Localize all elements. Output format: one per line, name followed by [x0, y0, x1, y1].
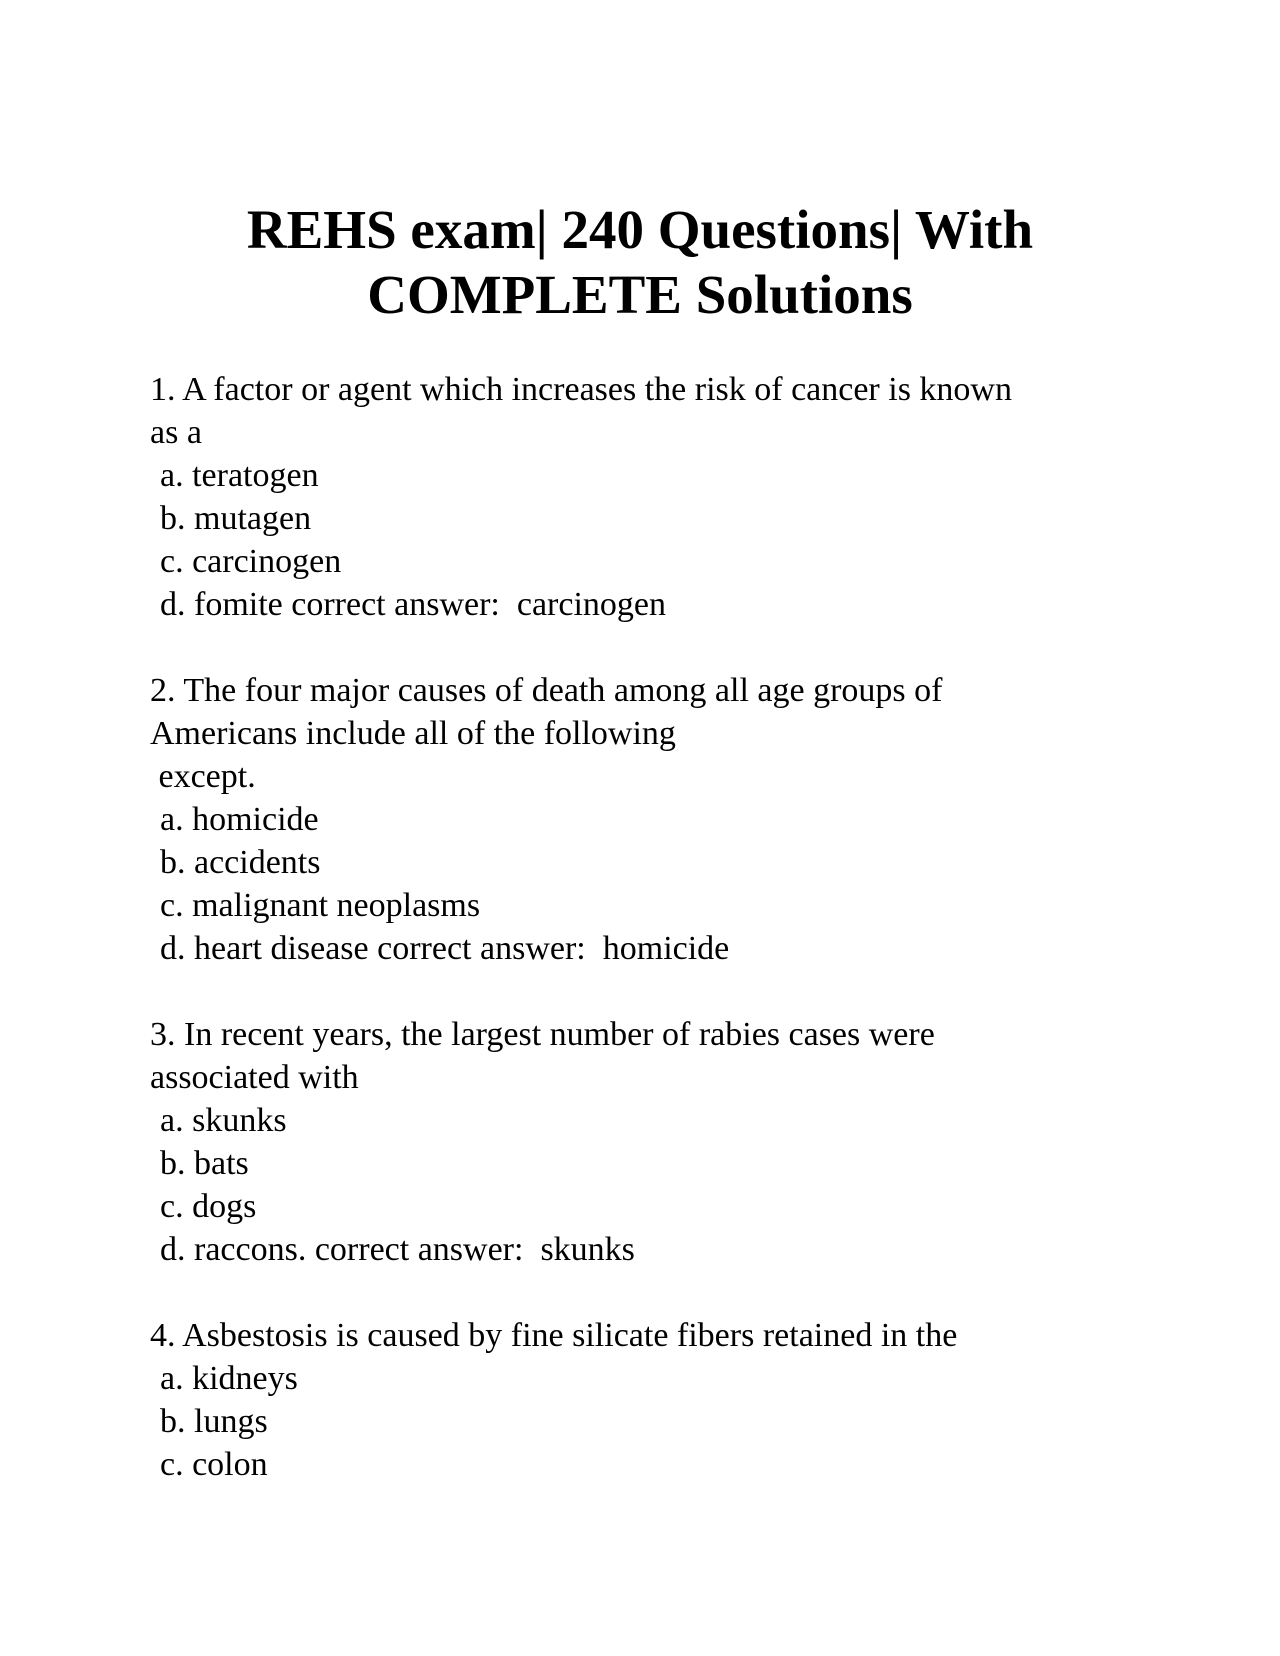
question-4 — [150, 1314, 1150, 1486]
answer-label: correct answer: — [314, 1231, 524, 1268]
option-c: c. carcinogen — [160, 543, 342, 580]
question-stem-line: as a — [150, 414, 202, 451]
question-stem-line: associated with — [150, 1059, 359, 1096]
option-b: b. lungs — [160, 1403, 268, 1440]
question-stem-line: except. — [150, 758, 256, 795]
answer-value: carcinogen — [516, 586, 667, 623]
option-d: d. raccons. — [160, 1231, 307, 1268]
option-d-with-answer — [150, 1228, 1150, 1271]
answer-value: skunks — [540, 1231, 635, 1268]
option-a: a. teratogen — [160, 457, 319, 494]
option-d: d. fomite — [160, 586, 283, 623]
question-2 — [150, 669, 1150, 970]
title-line-1: REHS exam| 240 Questions| With — [246, 199, 1034, 260]
option-d-with-answer — [150, 927, 1150, 970]
option-d-with-answer — [150, 583, 1150, 626]
question-stem-line: 2. The four major causes of death among all age groups of — [150, 672, 943, 709]
question-3 — [150, 1013, 1150, 1271]
answer-label: correct answer: — [377, 930, 586, 967]
option-b: b. bats — [160, 1145, 249, 1182]
option-c: c. malignant neoplasms — [160, 887, 481, 924]
question-stem-line: Americans include all of the following — [150, 715, 676, 752]
question-stem-line: 4. Asbestosis is caused by fine silicate fibers retained in the — [150, 1317, 958, 1354]
title-line-2: COMPLETE Solutions — [367, 264, 913, 325]
document-title — [150, 197, 1130, 327]
question-list — [150, 368, 1150, 1529]
option-d: d. heart disease — [160, 930, 369, 967]
answer-value: homicide — [602, 930, 730, 967]
question-stem-line: 3. In recent years, the largest number of rabies cases were — [150, 1016, 935, 1053]
option-c: c. dogs — [160, 1188, 257, 1225]
answer-label: correct answer: — [291, 586, 500, 623]
question-1 — [150, 368, 1150, 626]
option-a: a. kidneys — [160, 1360, 298, 1397]
option-b: b. mutagen — [160, 500, 312, 537]
option-a: a. skunks — [160, 1102, 287, 1139]
question-stem-line: 1. A factor or agent which increases the risk of cancer is known — [150, 371, 1012, 408]
option-a: a. homicide — [160, 801, 319, 838]
option-c: c. colon — [160, 1446, 268, 1483]
option-b: b. accidents — [160, 844, 321, 881]
